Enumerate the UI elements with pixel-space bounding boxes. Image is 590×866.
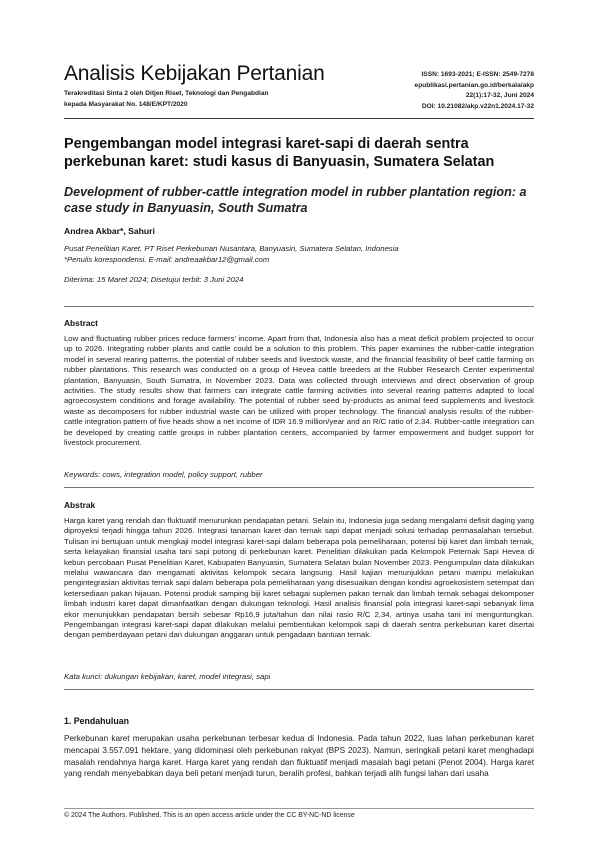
correspondence: *Penulis korespondensi. E-mail: andreaakbar12@gmail.com [64,254,270,264]
article-dates: Diterima: 15 Maret 2024; Disetujui terbit: 3 Juni 2024 [64,275,244,284]
accreditation-line: kepada Masyarakat No. 148/E/KPT/2020 [64,100,188,108]
section-heading-introduction: 1. Pendahuluan [64,716,130,726]
affiliation-block [64,244,399,265]
issn: ISSN: 1693-2021; E-ISSN: 2549-7278 [421,71,534,78]
abstract-keywords: Keywords: cows, integration model, policy support, rubber [64,470,263,479]
abstrak-heading: Abstrak [64,500,96,510]
article-title: Pengembangan model integrasi karet-sapi di daerah sentra perkebunan karet: studi kasus di Banyuasin, Sumatera Selatan [64,136,495,170]
journal-url[interactable]: epublikasi.pertanian.go.id/berkala/akp [414,81,534,89]
doi[interactable]: DOI: 10.21082/akp.v22n1.2024.17-32 [421,102,534,110]
abstrak-keywords: Kata kunci: dukungan kebijakan, karet, model integrasi, sapi [64,672,271,681]
journal-title: Analisis Kebijakan Pertanian [64,62,325,85]
header-divider [64,118,534,119]
abstract-text: Low and fluctuating rubber prices reduce farmers' income. Apart from that, Indonesia also has a meat deficit problem projected to occur up to 2026. Integrating rubber plants and cattle could be a solution to this problem. This paper examines the rubber-cattle integration model in several rearing patterns, the potential of rubber seeds and livestock waste, and the financial feasibility of beef cattle farming on rubber plantations. This research was conducted on a group of Hevea cattle breeders at the Rubber Research Center experimental plantation, Banyuasin, South Sumatra, in November 2023. Data was collected through interviews and direct observation of group activities. The study results show that farmers can integrate cattle farming activities into several rearing patterns adapted to local agroecosystem conditions and forage availability. The potential of rubber seed by-products as animal feed supplements and livestock waste as decomposers for rubber industrial waste can be utilized with proper technology. The financial analysis results of the rubber-cattle integration pattern of five heads show a net income of IDR 16.9 million/year and an R/C ratio of 2.34. Rubber-cattle integration can be developed by creating cattle groups in rubber plantation centers, accompanied by farmer empowerment and budget support for livestock procurement. [64,334,534,448]
abstract-divider-bottom [64,487,534,488]
journal-accreditation [64,89,269,110]
affiliation: Pusat Penelitian Karet, PT Riset Perkebunan Nusantara, Banyuasin, Sumatera Selatan, Indonesia [64,244,399,253]
accreditation-line: Terakreditasi Sinta 2 oleh Ditjen Riset, Teknologi dan Pengabdian [64,90,269,97]
abstract-heading: Abstract [64,318,98,328]
abstrak-divider-bottom [64,689,534,690]
license-footer: © 2024 The Authors. Published. This is an open access article under the CC BY-NC-ND license [64,812,355,819]
footer-divider [64,808,534,809]
authors: Andrea Akbar*, Sahuri [64,226,155,236]
volume-issue: 22(1):17-32, Juni 2024 [465,92,534,99]
article-title-english: Development of rubber-cattle integration model in rubber plantation region: a case study in Banyuasin, South Sumatra [64,185,527,215]
abstrak-text: Harga karet yang rendah dan fluktuatif menurunkan pendapatan petani. Selain itu, Indonesia juga sedang mengalami defisit daging yang diproyeksi terjadi hingga tahun 2026. Integrasi tanaman karet dan ternak sapi dapat menjadi solusi terhadap permasalahan tersebut. Tulisan ini bertujuan untuk mengkaji model integrasi karet-sapi dalam beberapa pola pemeliharaan, potensi biji karet dan limbah ternak, serta kelayakan finansial usaha tani sapi potong di perkebunan karet. Penelitian dilakukan pada Kelompok Peternak Sapi Hevea di kebun percobaan Pusat Penelitian Karet, Kabupaten Banyuasin, Sumatera Selatan bulan November 2023. Pengumpulan data dilakukan melalui wawancara dan mengamati aktivitas kelompok secara langsung. Hasil kajian menunjukkan petani mampu melakukan pengintegrasian aktivitas ternak sapi dalam beberapa pola pemeliharaan yang disesuaikan dengan kondisi agroekosistem setempat dan ketersediaan pakan hijauan. Potensi produk samping biji karet sebagai suplemen pakan ternak dan limbah ternak sebagai dekomposer limbah industri karet dapat dimanfaatkan dengan dukungan teknologi. Hasil analisis finansial pola integrasi karet-sapi sebanyak lima ekor menunjukkan pendapatan bersih sebesar Rp16,9 juta/tahun dan nilai rasio R/C 2,34, artinya usaha tani ini menguntungkan. Pengembangan integrasi karet-sapi dapat dilakukan melalui pembentukan kelompok sapi di daerah sentra perkebunan karet disertai dengan pemberdayaan petani dan dukungan anggaran untuk pengadaan bantuan ternak. [64,516,534,640]
introduction-text: Perkebunan karet merupakan usaha perkebunan terbesar kedua di Indonesia. Pada tahun 2022, luas lahan perkebunan karet mencapai 3.557.091 hektare, yang didominasi oleh perkebunan rakyat (BPS 2023). Namun, seringkali petani karet menghadapi masalah rendahnya harga karet. Harga karet yang rendah dan fluktuatif menjadi masalah bagi petani (Penot 2004). Harga karet yang rendah menyebabkan daya beli petani menjadi turun, beralih profesi, bahkan terjadi alih fungsi lahan dari usaha [64,734,534,779]
journal-header [64,62,534,114]
abstract-divider-top [64,306,534,307]
journal-meta [415,70,534,112]
